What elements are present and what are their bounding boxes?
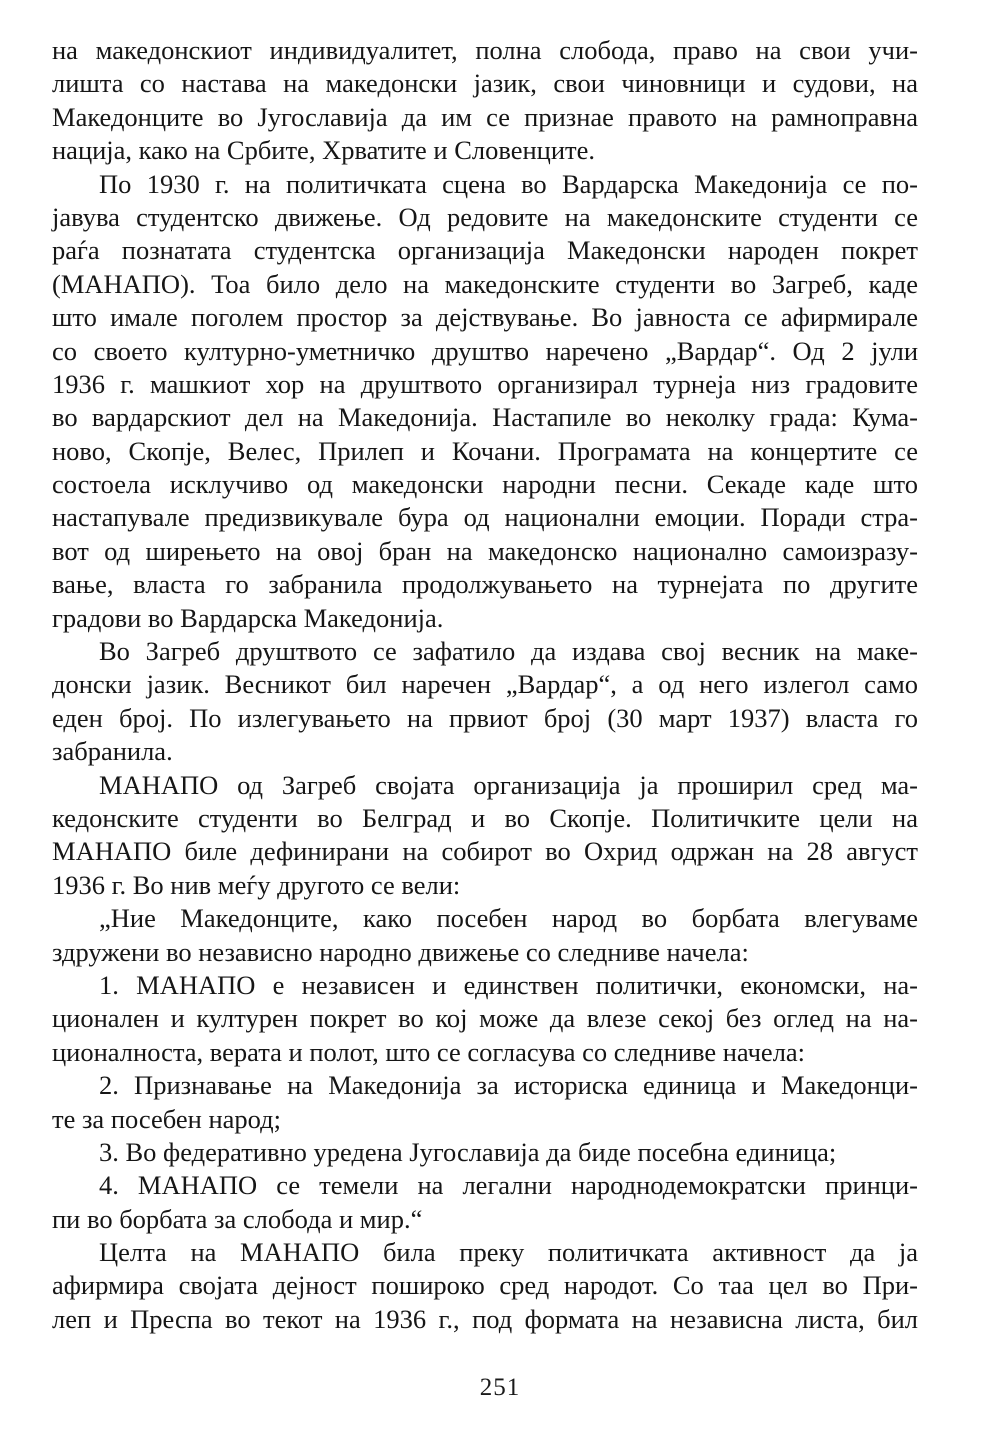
text-line: (МАНАПО). Тоа било дело на македонските студенти во Загреб, каде bbox=[52, 268, 918, 299]
page-number: 251 bbox=[479, 1374, 521, 1401]
text-line: 1. МАНАПО е независен и единствен политички, економски, на- bbox=[99, 969, 918, 1000]
text-line: лишта со настава на македонски јазик, свои чиновници и судови, на bbox=[52, 68, 918, 99]
paragraph bbox=[52, 902, 918, 969]
text-line: 1936 г. машкиот хор на друштвото организирал турнеја низ градовите bbox=[52, 368, 918, 399]
text-line: забранила. bbox=[52, 736, 173, 767]
text-line: ционалноста, верата и полот, што се согласува со следниве начела: bbox=[52, 1036, 806, 1067]
text-line: со своето културно-уметничко друштво наречено „Вардар“. Од 2 јули bbox=[52, 335, 918, 366]
text-line: настапувале предизвикувале бура од национални емоции. Поради стра- bbox=[52, 502, 918, 533]
text-line: нација, како на Србите, Хрватите и Словенците. bbox=[52, 135, 596, 166]
paragraph bbox=[52, 1169, 918, 1236]
text-line: МАНАПО од Загреб својата организација ја проширил сред ма- bbox=[99, 769, 918, 800]
text-line: на македонскиот индивидуалитет, полна слобода, право на свои учи- bbox=[52, 35, 918, 65]
text-line: кедонските студенти во Белград и во Скопје. Политичките цели на bbox=[52, 802, 918, 833]
paragraph bbox=[52, 769, 918, 903]
text-line: 2. Признавање на Македонија за историска единица и Македонци- bbox=[99, 1070, 918, 1101]
text-line: ново, Скопје, Велес, Прилеп и Кочани. Програмата на концертите се bbox=[52, 435, 918, 466]
paragraph bbox=[52, 34, 918, 168]
text-line: во вардарскиот дел на Македонија. Настапиле во неколку града: Кума- bbox=[52, 402, 918, 433]
paragraph bbox=[52, 969, 918, 1069]
text-line: „Ние Македонците, како посебен народ во борбата влегуваме bbox=[99, 903, 918, 934]
text-line: те за посебен народ; bbox=[52, 1103, 281, 1134]
text-line: раѓа познатата студентска организација Македонски народен покрет bbox=[52, 235, 918, 266]
text-line: Целта на МАНАПО била преку политичката активност да ја bbox=[99, 1237, 918, 1268]
text-line: донски јазик. Весникот бил наречен „Вардар“, а од него излегол само bbox=[52, 669, 918, 700]
paragraph bbox=[52, 1236, 918, 1336]
text-line: 4. МАНАПО се темели на легални народнодемократски принци- bbox=[99, 1170, 918, 1201]
paragraph bbox=[52, 1069, 918, 1136]
text-line: состоела исклучиво од македонски народни песни. Секаде каде што bbox=[52, 469, 918, 500]
text-line: По 1930 г. на политичката сцена во Вардарска Македонија се по- bbox=[99, 168, 918, 199]
text-line: градови во Вардарска Македонија. bbox=[52, 602, 444, 633]
text-block bbox=[52, 34, 918, 1336]
text-line: еден број. По излегувањето на првиот број (30 март 1937) власта го bbox=[52, 702, 918, 733]
text-line: 1936 г. Во нив меѓу другото се вели: bbox=[52, 869, 461, 900]
text-line: Македонците во Југославија да им се признае правото на рамноправна bbox=[52, 101, 918, 132]
text-line: 3. Во федеративно уредена Југославија да биде посебна единица; bbox=[99, 1136, 837, 1167]
text-line: ционален и културен покрет во кој може да влезе секој без оглед на на- bbox=[52, 1003, 918, 1034]
text-line: леп и Преспа во текот на 1936 г., под формата на независна листа, бил bbox=[52, 1303, 918, 1334]
paragraph bbox=[52, 168, 918, 635]
text-line: здружени во независно народно движење со следниве начела: bbox=[52, 936, 749, 967]
text-line: Во Загреб друштвото се зафатило да издава свој весник на маке- bbox=[99, 636, 918, 667]
text-line: вање, власта го забранила продолжувањето на турнејата по другите bbox=[52, 569, 918, 600]
text-line: што имале поголем простор за дејствување. Во јавноста се афирмирале bbox=[52, 302, 918, 333]
text-line: пи во борбата за слобода и мир.“ bbox=[52, 1203, 423, 1234]
text-line: афирмира својата дејност пошироко сред народот. Со таа цел во При- bbox=[52, 1270, 918, 1301]
paragraph bbox=[52, 635, 918, 769]
text-line: јавува студентско движење. Од редовите на македонските студенти се bbox=[52, 201, 918, 232]
text-line: МАНАПО биле дефинирани на собирот во Охрид одржан на 28 август bbox=[52, 836, 918, 867]
text-line: вот од ширењето на овој бран на македонско национално самоизразу- bbox=[52, 535, 918, 566]
paragraph bbox=[52, 1136, 918, 1169]
